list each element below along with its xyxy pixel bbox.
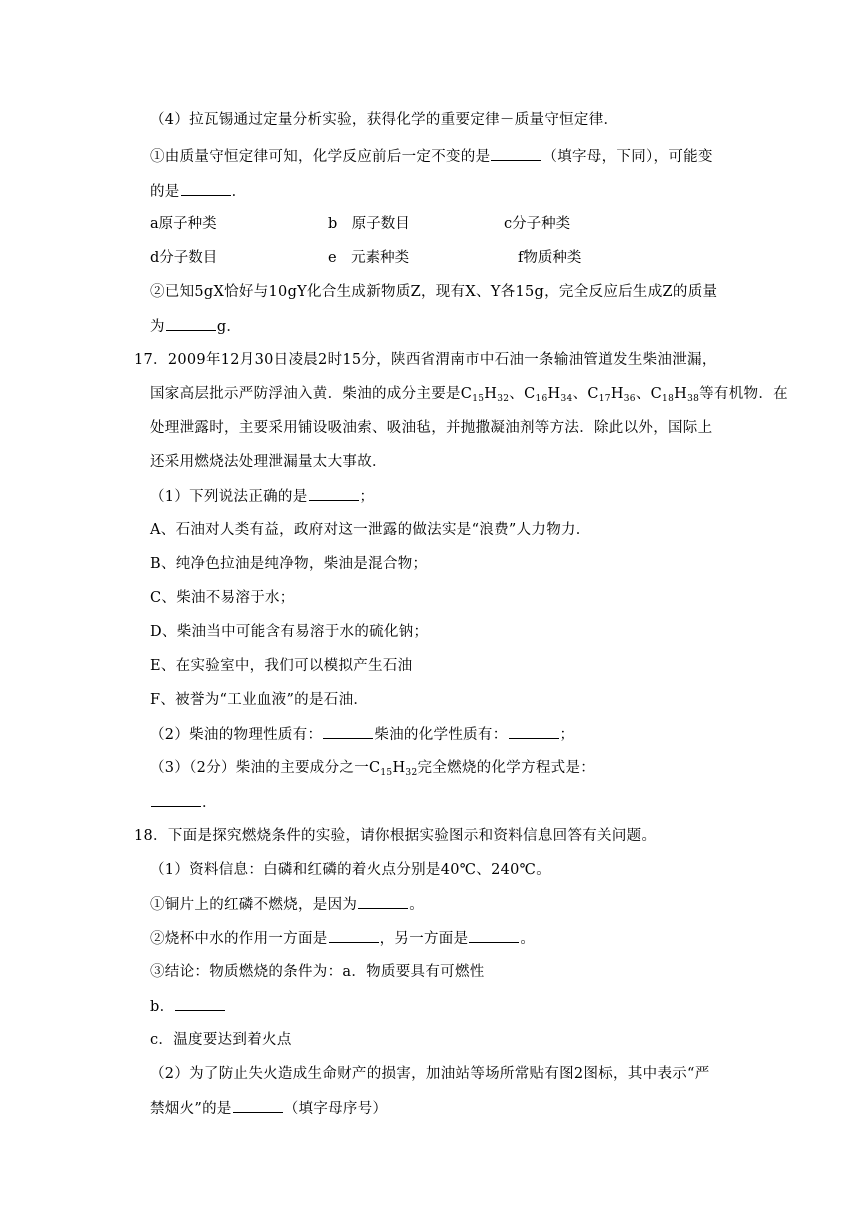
q17-part2 (150, 724, 574, 745)
q17-part2-text: 柴油的化学性质有： (374, 727, 508, 743)
q18-condition-b (150, 996, 226, 1017)
answer-blank[interactable] (166, 316, 216, 331)
q17-text: 、C (635, 386, 663, 402)
q16-part4-sub1 (150, 146, 713, 167)
q16-sub1-text-d: ． (231, 184, 247, 200)
choice-c: C、柴油不易溶于水； (150, 590, 295, 606)
q18-part2-cont (150, 1098, 387, 1119)
q17-text: H (610, 386, 624, 402)
q16-part4-sub2: ②已知5gX恰好与10gY化合生成新物质Z，现有X、Y各15g，完全反应后生成Z的质量 (150, 284, 718, 300)
q17-line1: 17．2009年12月30日凌晨2时15分，陕西省渭南市中石油一条输油管道发生柴油泄漏， (134, 352, 717, 368)
option-f: f物质种类 (518, 250, 582, 266)
q18-sub1-text: ①铜片上的红磷不燃烧，是因为 (150, 897, 358, 913)
q17-part3-end: ． (202, 795, 217, 811)
choice-b: B、纯净色拉油是纯净物，柴油是混合物； (150, 556, 428, 572)
choice-e: E、在实验室中，我们可以模拟产生石油 (150, 658, 413, 674)
subscript: 15 (472, 394, 485, 404)
q17-part1-end: ； (359, 489, 375, 505)
q17-line4: 还采用燃烧法处理泄漏量太大事故． (150, 454, 387, 470)
q18-part1: （1）资料信息：白磷和红磷的着火点分别是40℃、240℃。 (150, 862, 551, 878)
q17-part3 (150, 758, 595, 778)
option-d: d分子数目 (150, 250, 218, 266)
q18-condition-c: c．温度要达到着火点 (150, 1032, 292, 1048)
q16-part4-sub1-cont (150, 181, 246, 202)
q17-part3-text: H (392, 760, 406, 776)
answer-blank[interactable] (233, 1098, 283, 1113)
subscript: 16 (535, 394, 548, 404)
q18-b-label: b． (150, 999, 175, 1015)
answer-blank[interactable] (151, 792, 201, 807)
q16-sub1-text-b: （填字母，下同），可能变 (542, 149, 713, 165)
q17-part1 (150, 486, 374, 507)
q18-sub2-end: 。 (520, 931, 536, 947)
q17-part3-text: 完全燃烧的化学方程式是： (417, 760, 596, 776)
answer-blank[interactable] (323, 724, 373, 739)
answer-blank[interactable] (181, 181, 231, 196)
q18-sub2 (150, 928, 535, 949)
q18-sub2-text: ②烧杯中水的作用一方面是 (150, 931, 328, 947)
choice-d: D、柴油当中可能含有易溶于水的硫化钠； (150, 624, 429, 640)
q16-part4-intro: （4）拉瓦锡通过定量分析实验，获得化学的重要定律－质量守恒定律． (150, 112, 619, 128)
subscript: 15 (380, 768, 393, 778)
q17-line3: 处理泄露时，主要采用铺设吸油索、吸油毡，并抛撒凝油剂等方法．除此以外，国际上 (150, 420, 713, 436)
q17-line2 (150, 384, 788, 404)
answer-blank[interactable] (175, 996, 225, 1011)
subscript: 18 (662, 394, 675, 404)
option-c: c分子种类 (504, 216, 571, 232)
q16-sub1-text-a: ①由质量守恒定律可知，化学反应前后一定不变的是 (150, 149, 491, 165)
q17-part1-text: （1）下列说法正确的是 (150, 489, 308, 505)
q16-part4-sub2-cont (150, 316, 241, 337)
answer-blank[interactable] (309, 486, 359, 501)
q18-sub3: ③结论：物质燃烧的条件为：a．物质要具有可燃性 (150, 964, 485, 980)
option-b: b 原子数目 (328, 216, 410, 232)
q18-part2-text: 禁烟火”的是 (150, 1101, 232, 1117)
subscript: 32 (405, 768, 418, 778)
subscript: 34 (560, 394, 573, 404)
q18-part2-end: （填字母序号） (283, 1101, 388, 1117)
subscript: 38 (687, 394, 700, 404)
q17-part3-text: （3）（2分）柴油的主要成分之一C (150, 760, 381, 776)
q18-sub1-end: 。 (409, 897, 425, 913)
choice-f: F、被誉为“工业血液”的是石油． (150, 692, 369, 708)
subscript: 36 (623, 394, 636, 404)
option-a: a原子种类 (150, 216, 217, 232)
answer-blank[interactable] (329, 928, 379, 943)
subscript: 17 (598, 394, 611, 404)
q17-text: H (484, 386, 498, 402)
q17-text: 、C (572, 386, 599, 402)
q18-sub2-text: ，另一方面是 (379, 931, 469, 947)
answer-blank[interactable] (469, 928, 519, 943)
q17-text: 、C (509, 386, 536, 402)
answer-blank[interactable] (491, 146, 541, 161)
q18-part2: （2）为了防止失火造成生命财产的损害，加油站等场所常贴有图2图标，其中表示“严 (150, 1066, 710, 1082)
q17-text: H (547, 386, 561, 402)
subscript: 32 (497, 394, 510, 404)
q17-text: H (674, 386, 688, 402)
q17-text: 等有机物．在 (699, 386, 788, 402)
option-e: e 元素种类 (328, 250, 410, 266)
answer-blank[interactable] (509, 724, 559, 739)
q18-line1: 18．下面是探究燃烧条件的实验，请你根据实验图示和资料信息回答有关问题。 (134, 828, 657, 844)
q17-text: 国家高层批示严防浮油入黄．柴油的成分主要是C (150, 386, 473, 402)
answer-blank[interactable] (358, 894, 408, 909)
q16-sub2-text-b: 为 (150, 319, 165, 335)
q17-part3-answer (150, 792, 217, 813)
choice-a: A、石油对人类有益，政府对这一泄露的做法实是“浪费”人力物力． (150, 522, 591, 538)
q16-sub1-text-c: 的是 (150, 184, 180, 200)
q18-sub1 (150, 894, 424, 915)
q17-part2-end: ； (559, 727, 575, 743)
q17-part2-text: （2）柴油的物理性质有： (150, 727, 323, 743)
q16-sub2-text-c: g． (216, 319, 242, 335)
